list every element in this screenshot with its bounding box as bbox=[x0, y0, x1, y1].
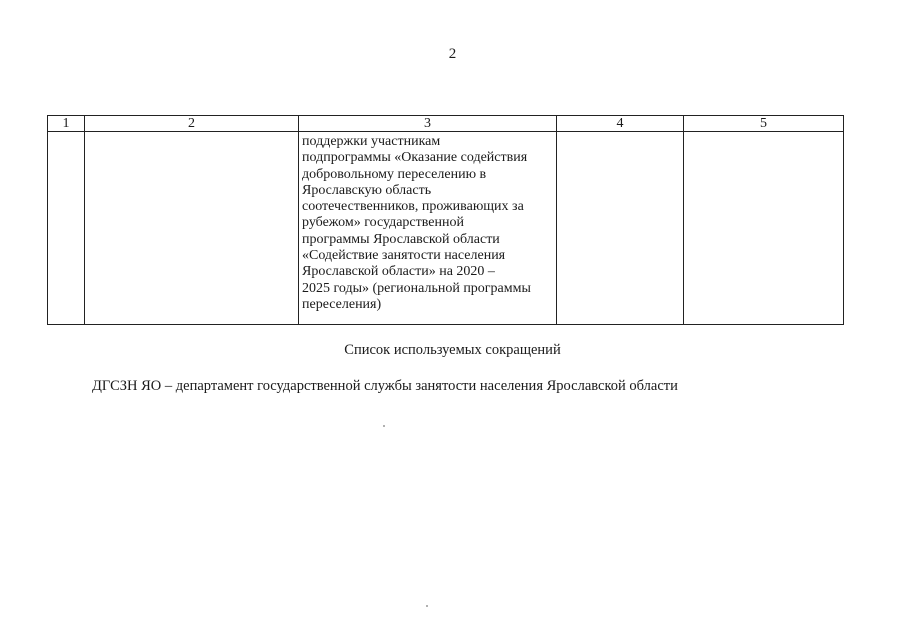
program-table bbox=[47, 115, 844, 325]
description-line: программы Ярославской области bbox=[302, 231, 500, 247]
description-line: Ярославскую область bbox=[302, 182, 432, 198]
column-header-1: 1 bbox=[48, 116, 85, 132]
program-description bbox=[299, 132, 556, 313]
abbreviation-item: ДГСЗН ЯО – департамент государственной службы занятости населения Ярославской области bbox=[92, 378, 678, 394]
description-line: добровольному переселению в bbox=[302, 166, 487, 182]
table-cell-col4 bbox=[557, 132, 684, 325]
page-number: 2 bbox=[448, 46, 457, 62]
table-row bbox=[48, 132, 844, 325]
description-line: поддержки участникам bbox=[302, 134, 441, 149]
description-line: переселения) bbox=[302, 296, 382, 312]
table-cell-col3 bbox=[299, 132, 557, 325]
description-line: подпрограммы «Оказание содействия bbox=[302, 150, 528, 166]
column-header-2: 2 bbox=[85, 116, 299, 132]
column-header-3: 3 bbox=[299, 116, 557, 132]
description-line: соотечественников, проживающих за bbox=[302, 199, 524, 215]
description-line: 2025 годы» (региональной программы bbox=[302, 280, 531, 296]
description-line: рубежом» государственной bbox=[302, 215, 464, 231]
column-header-5: 5 bbox=[684, 116, 844, 132]
description-line: «Содействие занятости населения bbox=[302, 248, 506, 264]
table-cell-col5 bbox=[684, 132, 844, 325]
table-cell-col1 bbox=[48, 132, 85, 325]
abbreviations-heading: Список используемых сокращений bbox=[344, 342, 561, 358]
scan-speck bbox=[383, 425, 385, 427]
column-header-4: 4 bbox=[557, 116, 684, 132]
table-cell-col2 bbox=[85, 132, 299, 325]
description-line: Ярославской области» на 2020 – bbox=[302, 264, 495, 280]
scan-speck bbox=[426, 605, 428, 607]
table-header-row bbox=[48, 116, 844, 132]
